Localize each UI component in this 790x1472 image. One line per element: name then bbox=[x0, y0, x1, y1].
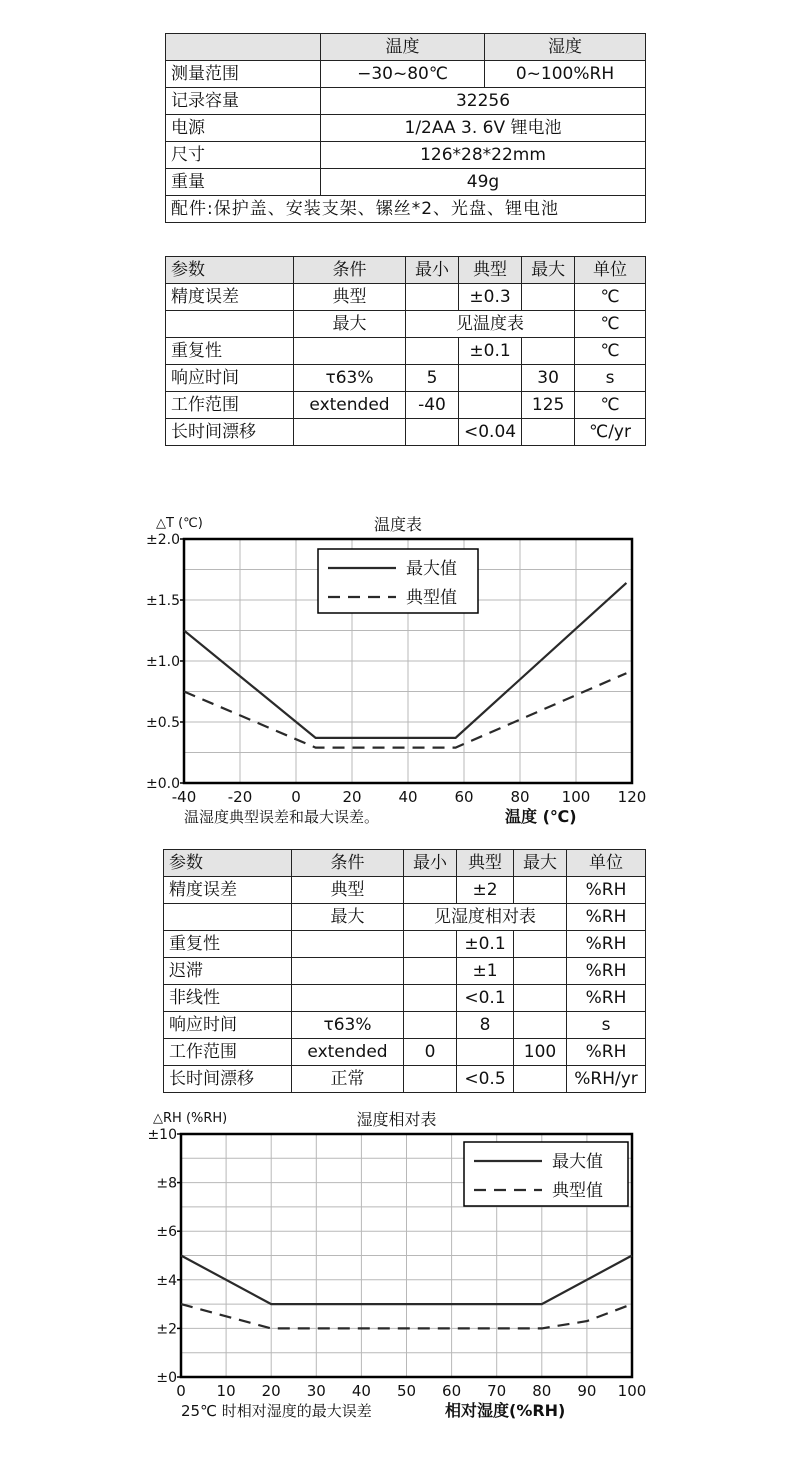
table-row bbox=[164, 1012, 646, 1039]
cell: %RH/yr bbox=[567, 1066, 646, 1093]
spec-value: 1/2AA 3. 6V 锂电池 bbox=[321, 115, 646, 142]
cell: 5 bbox=[406, 365, 459, 392]
x-axis-label: 相对湿度(%RH) bbox=[445, 1401, 566, 1420]
table-row bbox=[166, 338, 646, 365]
y-tick-label: ±2.0 bbox=[146, 532, 180, 548]
spec-label: 尺寸 bbox=[166, 142, 321, 169]
cell bbox=[404, 985, 457, 1012]
cell bbox=[294, 419, 406, 446]
cell bbox=[522, 419, 575, 446]
spec-value: 32256 bbox=[321, 88, 646, 115]
x-tick-label: -20 bbox=[227, 788, 253, 806]
cell bbox=[514, 877, 567, 904]
temp-params-header bbox=[166, 257, 646, 284]
col-header: 典型 bbox=[457, 850, 514, 877]
cell: 125 bbox=[522, 392, 575, 419]
spec-value: 126*28*22mm bbox=[321, 142, 646, 169]
col-header: 最大 bbox=[522, 257, 575, 284]
col-header: 最小 bbox=[404, 850, 457, 877]
x-tick-label: 80 bbox=[532, 1382, 552, 1400]
x-tick-label: 10 bbox=[216, 1382, 236, 1400]
cell: ℃/yr bbox=[575, 419, 646, 446]
cell bbox=[514, 958, 567, 985]
legend-label: 典型值 bbox=[552, 1181, 603, 1201]
spec-header-blank bbox=[166, 34, 321, 61]
chart-caption: 温湿度典型误差和最大误差。 bbox=[184, 808, 380, 826]
cell: 典型 bbox=[294, 284, 406, 311]
spec-label: 电源 bbox=[166, 115, 321, 142]
y-tick-label: ±4 bbox=[156, 1272, 177, 1289]
col-header: 参数 bbox=[164, 850, 292, 877]
y-tick-label: ±10 bbox=[147, 1127, 177, 1143]
hum-params-header bbox=[164, 850, 646, 877]
spec-label: 重量 bbox=[166, 169, 321, 196]
cell bbox=[164, 904, 292, 931]
cell: %RH bbox=[567, 877, 646, 904]
spec-hum-range: 0~100%RH bbox=[485, 61, 646, 88]
cell: 最大 bbox=[294, 311, 406, 338]
cell: 响应时间 bbox=[164, 1012, 292, 1039]
col-header: 最小 bbox=[406, 257, 459, 284]
cell: -40 bbox=[406, 392, 459, 419]
cell: 长时间漂移 bbox=[164, 1066, 292, 1093]
cell: 100 bbox=[514, 1039, 567, 1066]
x-tick-label: 40 bbox=[351, 1382, 371, 1400]
cell: τ63% bbox=[292, 1012, 404, 1039]
cell bbox=[404, 958, 457, 985]
spec-row-accessories bbox=[166, 196, 646, 223]
spec-header-hum: 湿度 bbox=[485, 34, 646, 61]
cell: 典型 bbox=[292, 877, 404, 904]
table-row bbox=[164, 1066, 646, 1093]
cell bbox=[292, 985, 404, 1012]
col-header: 最大 bbox=[514, 850, 567, 877]
y-tick-label: ±8 bbox=[156, 1175, 177, 1192]
chart-title: 温度表 bbox=[373, 515, 423, 534]
spec-header-temp: 温度 bbox=[321, 34, 485, 61]
table-row bbox=[166, 311, 646, 338]
y-tick-label: ±0.0 bbox=[146, 776, 180, 792]
col-header: 参数 bbox=[166, 257, 294, 284]
cell: 重复性 bbox=[166, 338, 294, 365]
cell: 30 bbox=[522, 365, 575, 392]
x-tick-label: 70 bbox=[487, 1382, 507, 1400]
cell: %RH bbox=[567, 931, 646, 958]
cell: τ63% bbox=[294, 365, 406, 392]
cell: ±0.3 bbox=[459, 284, 522, 311]
spec-header-row bbox=[166, 34, 646, 61]
cell bbox=[514, 1012, 567, 1039]
cell: 长时间漂移 bbox=[166, 419, 294, 446]
spec-label: 测量范围 bbox=[166, 61, 321, 88]
table-row bbox=[164, 904, 646, 931]
cell: %RH bbox=[567, 1039, 646, 1066]
spec-row-power bbox=[166, 115, 646, 142]
cell: s bbox=[567, 1012, 646, 1039]
cell bbox=[294, 338, 406, 365]
cell: 精度误差 bbox=[164, 877, 292, 904]
x-tick-label: 50 bbox=[396, 1382, 417, 1400]
cell: <0.04 bbox=[459, 419, 522, 446]
spec-row-size bbox=[166, 142, 646, 169]
cell bbox=[406, 284, 459, 311]
cell bbox=[404, 1066, 457, 1093]
cell: 工作范围 bbox=[166, 392, 294, 419]
table-row bbox=[164, 877, 646, 904]
cell bbox=[459, 392, 522, 419]
cell: ±1 bbox=[457, 958, 514, 985]
cell: %RH bbox=[567, 958, 646, 985]
spec-table bbox=[165, 33, 646, 223]
table-row bbox=[166, 392, 646, 419]
cell bbox=[522, 284, 575, 311]
hum-error-chart bbox=[130, 1100, 670, 1430]
x-tick-label: 0 bbox=[291, 788, 301, 806]
x-tick-label: 100 bbox=[561, 788, 591, 806]
table-row bbox=[164, 985, 646, 1012]
table-row bbox=[164, 931, 646, 958]
cell bbox=[514, 985, 567, 1012]
chart-title: 湿度相对表 bbox=[356, 1110, 437, 1129]
x-tick-label: -40 bbox=[171, 788, 197, 806]
cell: ±0.1 bbox=[457, 931, 514, 958]
spec-row-range bbox=[166, 61, 646, 88]
spec-temp-range: −30~80℃ bbox=[321, 61, 485, 88]
y-tick-label: ±6 bbox=[156, 1224, 177, 1241]
cell bbox=[292, 958, 404, 985]
cell: ±0.1 bbox=[459, 338, 522, 365]
cell: 8 bbox=[457, 1012, 514, 1039]
spec-accessories: 配件:保护盖、安装支架、镙丝*2、光盘、锂电池 bbox=[166, 196, 646, 223]
y-axis-label: △RH (%RH) bbox=[153, 1111, 228, 1126]
table-row bbox=[164, 958, 646, 985]
cell: 正常 bbox=[292, 1066, 404, 1093]
temp-error-chart bbox=[130, 505, 670, 835]
cell: <0.1 bbox=[457, 985, 514, 1012]
cell: %RH bbox=[567, 985, 646, 1012]
spec-label: 记录容量 bbox=[166, 88, 321, 115]
y-axis-label: △T (℃) bbox=[156, 516, 203, 531]
y-tick-label: ±2 bbox=[156, 1321, 177, 1338]
cell: 非线性 bbox=[164, 985, 292, 1012]
col-header: 单位 bbox=[575, 257, 646, 284]
spec-value: 49g bbox=[321, 169, 646, 196]
col-header: 条件 bbox=[292, 850, 404, 877]
legend-box bbox=[464, 1142, 628, 1206]
cell bbox=[404, 931, 457, 958]
cell: 工作范围 bbox=[164, 1039, 292, 1066]
table-row bbox=[166, 284, 646, 311]
cell: extended bbox=[294, 392, 406, 419]
y-tick-label: ±0.5 bbox=[146, 715, 180, 731]
col-header: 典型 bbox=[459, 257, 522, 284]
cell: ±2 bbox=[457, 877, 514, 904]
cell: ℃ bbox=[575, 338, 646, 365]
cell: 响应时间 bbox=[166, 365, 294, 392]
cell: 见温度表 bbox=[406, 311, 575, 338]
cell bbox=[514, 931, 567, 958]
cell bbox=[404, 877, 457, 904]
x-tick-label: 40 bbox=[398, 788, 418, 806]
cell bbox=[406, 419, 459, 446]
cell bbox=[459, 365, 522, 392]
legend-label: 最大值 bbox=[552, 1152, 603, 1172]
cell bbox=[166, 311, 294, 338]
cell bbox=[292, 931, 404, 958]
cell: <0.5 bbox=[457, 1066, 514, 1093]
cell: extended bbox=[292, 1039, 404, 1066]
table-row bbox=[166, 419, 646, 446]
hum-params-table bbox=[163, 849, 646, 1093]
cell bbox=[514, 1066, 567, 1093]
x-tick-label: 20 bbox=[342, 788, 362, 806]
cell: ℃ bbox=[575, 392, 646, 419]
cell: 精度误差 bbox=[166, 284, 294, 311]
x-tick-label: 60 bbox=[442, 1382, 462, 1400]
spec-row-capacity bbox=[166, 88, 646, 115]
legend-label: 典型值 bbox=[406, 588, 457, 608]
cell: 迟滞 bbox=[164, 958, 292, 985]
temp-error-chart-svg bbox=[130, 505, 670, 835]
x-tick-label: 100 bbox=[617, 1382, 647, 1400]
col-header: 单位 bbox=[567, 850, 646, 877]
x-tick-label: 120 bbox=[617, 788, 647, 806]
cell bbox=[404, 1012, 457, 1039]
x-tick-label: 20 bbox=[261, 1382, 281, 1400]
cell bbox=[457, 1039, 514, 1066]
x-tick-label: 0 bbox=[176, 1382, 186, 1400]
y-tick-label: ±1.0 bbox=[146, 654, 180, 670]
cell: 见湿度相对表 bbox=[404, 904, 567, 931]
cell: ℃ bbox=[575, 311, 646, 338]
hum-error-chart-svg bbox=[130, 1100, 670, 1430]
x-tick-label: 60 bbox=[454, 788, 474, 806]
cell: ℃ bbox=[575, 284, 646, 311]
cell bbox=[406, 338, 459, 365]
col-header: 条件 bbox=[294, 257, 406, 284]
table-row bbox=[164, 1039, 646, 1066]
cell: %RH bbox=[567, 904, 646, 931]
x-tick-label: 30 bbox=[306, 1382, 326, 1400]
temp-params-table bbox=[165, 256, 646, 446]
y-tick-label: ±0 bbox=[156, 1370, 177, 1386]
table-row bbox=[166, 365, 646, 392]
y-tick-label: ±1.5 bbox=[146, 593, 180, 609]
cell bbox=[522, 338, 575, 365]
chart-caption: 25℃ 时相对湿度的最大误差 bbox=[181, 1402, 372, 1420]
cell: 重复性 bbox=[164, 931, 292, 958]
cell: 0 bbox=[404, 1039, 457, 1066]
x-axis-label: 温度 (℃) bbox=[505, 807, 577, 826]
spec-row-weight bbox=[166, 169, 646, 196]
cell: s bbox=[575, 365, 646, 392]
legend-label: 最大值 bbox=[406, 559, 457, 579]
x-tick-label: 90 bbox=[577, 1382, 597, 1400]
cell: 最大 bbox=[292, 904, 404, 931]
x-tick-label: 80 bbox=[510, 788, 530, 806]
